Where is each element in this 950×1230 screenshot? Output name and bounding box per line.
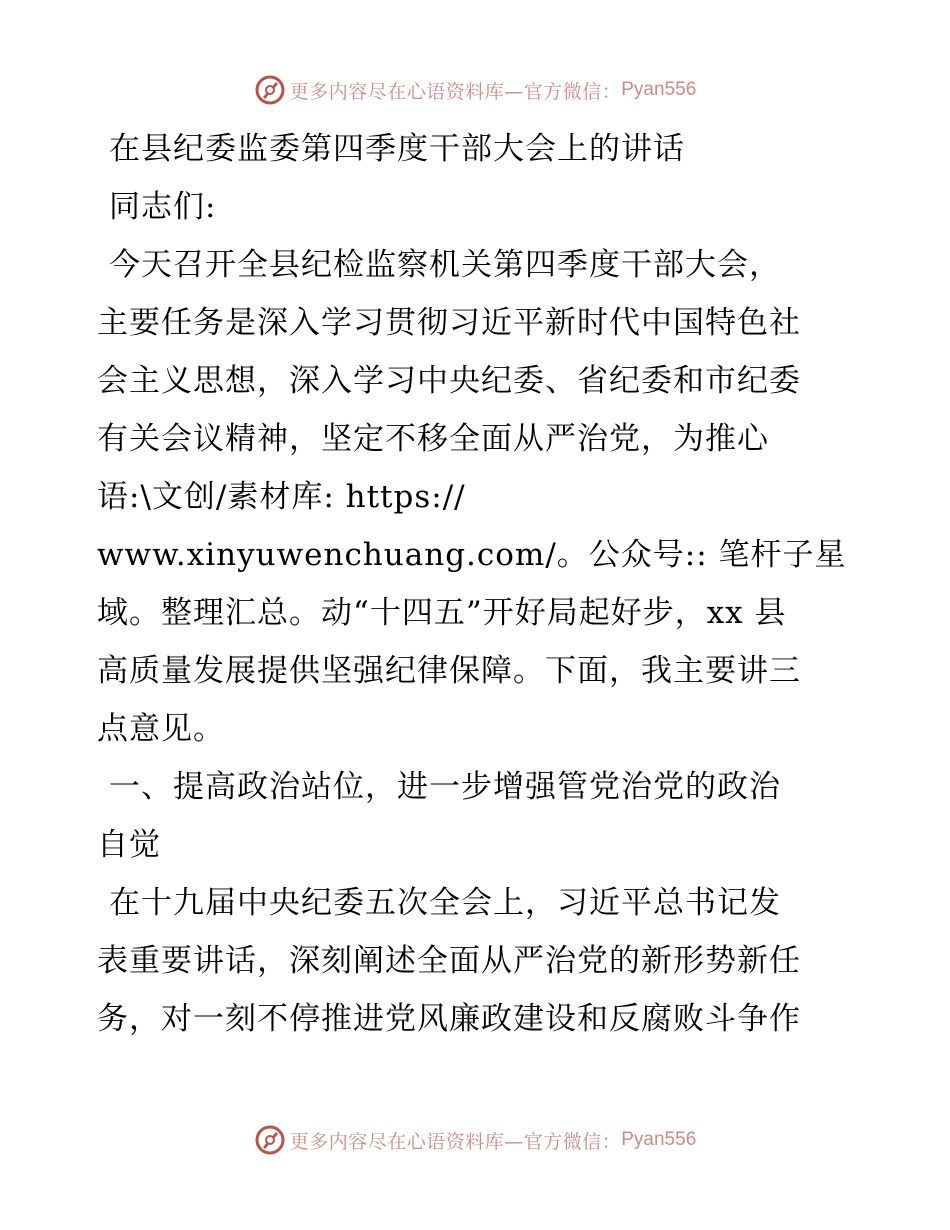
salutation: 同志们: (109, 189, 217, 225)
watermark-text: 更多内容尽在心语资料库—官方微信： (289, 80, 622, 103)
text-line: 主要任务是深入学习贯彻习近平新时代中国特色社 (97, 305, 801, 341)
heading-line: 一、提高政治站位，进一步增强管党治党的政治 (109, 769, 781, 805)
paragraph-2 (97, 874, 877, 1048)
text-line: 域。整理汇总。动“十四五”开好局起好步，xx 县 (97, 595, 787, 631)
text-line: 高质量发展提供坚强纪律保障。下面，我主要讲三 (97, 653, 801, 689)
paragraph-1 (97, 236, 877, 758)
watermark-account: Pyan556 (621, 1129, 697, 1150)
footer-watermark (0, 1120, 950, 1160)
text-line: 务，对一刻不停推进党风廉政建设和反腐败斗争作 (97, 1001, 801, 1037)
text-line: 语:\文创/素材库: https:// (97, 479, 466, 515)
section-heading-1 (97, 758, 877, 874)
header-watermark (0, 70, 950, 110)
text-line: 会主义思想，深入学习中央纪委、省纪委和市纪委 (97, 363, 801, 399)
document-body (97, 120, 877, 1048)
text-line: 点意见。 (97, 711, 225, 747)
text-line: 有关会议精神，坚定不移全面从严治党，为推心 (97, 421, 769, 457)
text-line: www.xinyuwenchuang.com/。公众号:: 笔杆子星 (97, 537, 847, 573)
quill-seal-icon (254, 1124, 286, 1156)
text-line: 今天召开全县纪检监察机关第四季度干部大会， (109, 247, 781, 283)
watermark-text: 更多内容尽在心语资料库—官方微信： (289, 1130, 622, 1153)
document-title: 在县纪委监委第四季度干部大会上的讲话 (109, 131, 685, 167)
heading-line: 自觉 (97, 827, 161, 863)
text-line: 在十九届中央纪委五次全会上，习近平总书记发 (109, 885, 781, 921)
text-line: 表重要讲话，深刻阐述全面从严治党的新形势新任 (97, 943, 801, 979)
watermark-account: Pyan556 (621, 79, 697, 100)
quill-seal-icon (254, 74, 286, 106)
